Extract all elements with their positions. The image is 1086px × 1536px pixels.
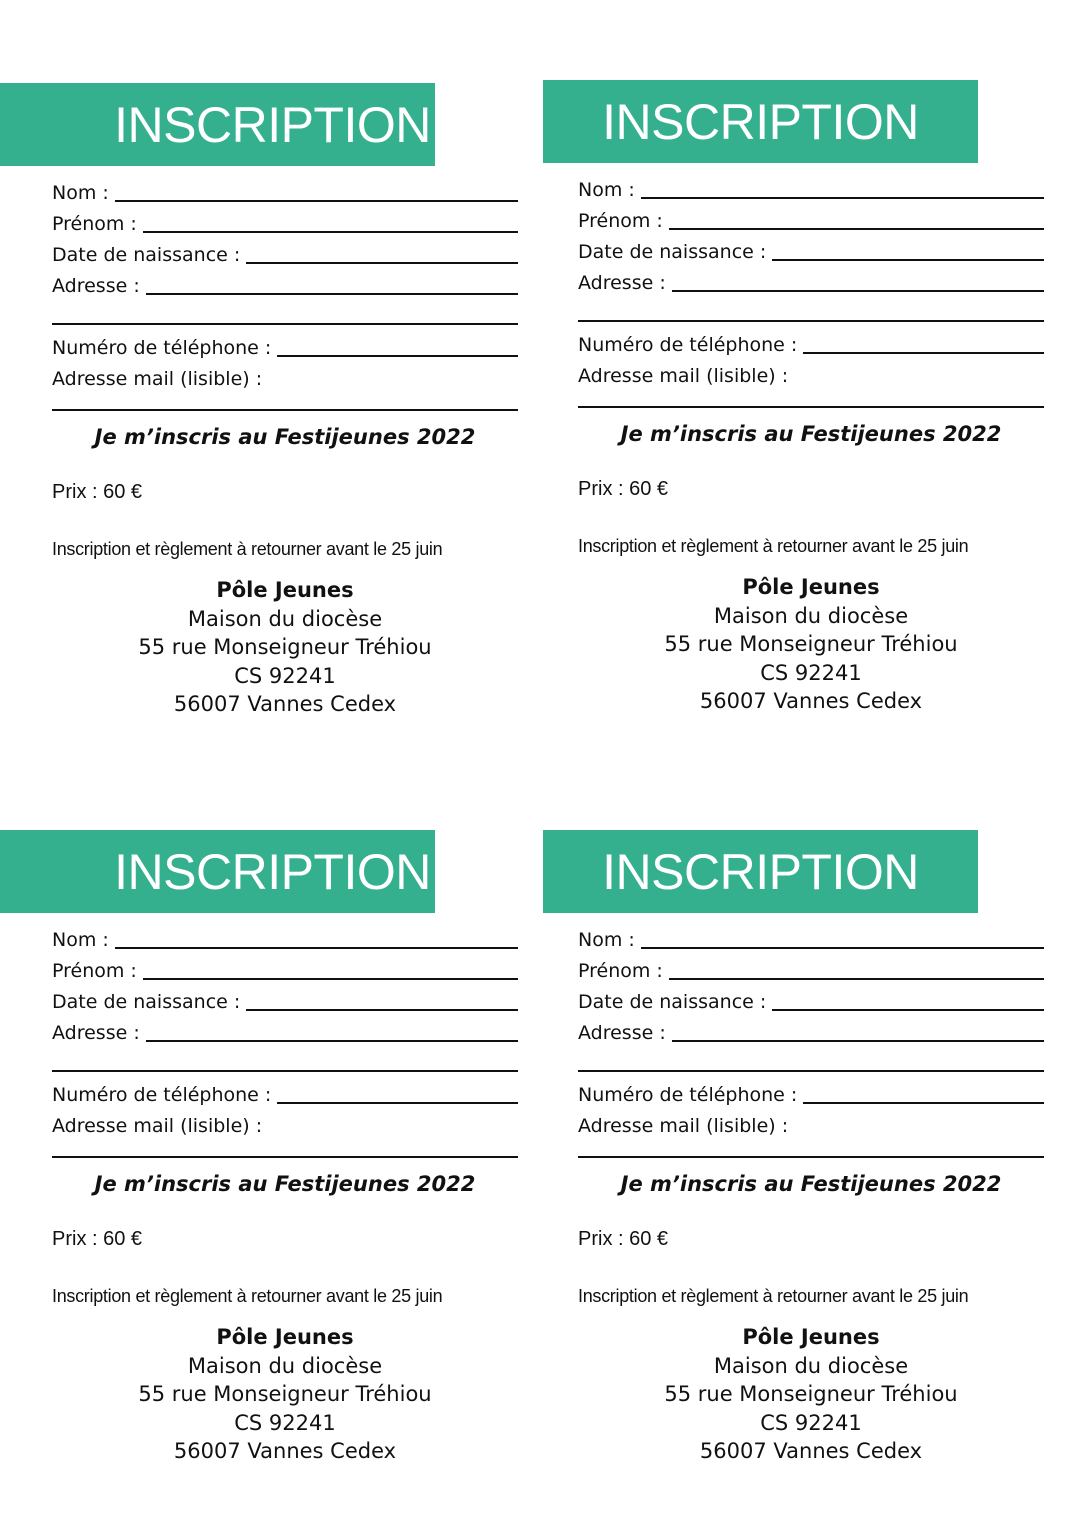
nom-input-line[interactable] [115, 947, 518, 949]
address-second-line[interactable] [52, 1070, 518, 1072]
birthdate-input-line[interactable] [772, 1009, 1044, 1011]
email-input-line[interactable] [52, 1156, 518, 1158]
price: Prix : 60 € [52, 1228, 143, 1250]
email-input-line[interactable] [52, 409, 518, 411]
address-line: 56007 Vannes Cedex [173, 1439, 397, 1463]
deadline-notice: Inscription et règlement à retourner avant le 25 juin [578, 1286, 969, 1306]
birthdate-input-line[interactable] [246, 1009, 518, 1011]
email-field[interactable]: Adresse mail (lisible) : [578, 365, 789, 387]
inscription-banner: INSCRIPTION [0, 830, 435, 913]
organization-name: Pôle Jeunes [216, 1325, 354, 1349]
prenom-field[interactable]: Prénom : [52, 211, 518, 235]
address-line: 55 rue Monseigneur Tréhiou [138, 1382, 432, 1406]
birthdate-input-line[interactable] [246, 262, 518, 264]
mailing-address [578, 573, 1044, 716]
address-line: 56007 Vannes Cedex [699, 689, 923, 713]
address-field[interactable]: Adresse : [578, 270, 1044, 294]
prenom-field[interactable]: Prénom : [578, 208, 1044, 232]
address-second-line[interactable] [578, 320, 1044, 322]
address-line: 55 rue Monseigneur Tréhiou [138, 635, 432, 659]
mailing-address [578, 1323, 1044, 1466]
address-line: 56007 Vannes Cedex [173, 692, 397, 716]
prenom-input-line[interactable] [143, 231, 518, 233]
form-title: Je m’inscris au Festijeunes 2022 [94, 425, 476, 449]
nom-input-line[interactable] [641, 197, 1044, 199]
birthdate-input-line[interactable] [772, 259, 1044, 261]
prenom-input-line[interactable] [669, 228, 1044, 230]
organization-name: Pôle Jeunes [216, 578, 354, 602]
email-field[interactable]: Adresse mail (lisible) : [578, 1115, 789, 1137]
address-line: Maison du diocèse [187, 1353, 383, 1378]
email-field[interactable]: Adresse mail (lisible) : [52, 368, 263, 390]
prenom-field[interactable]: Prénom : [578, 958, 1044, 982]
address-input-line[interactable] [672, 1040, 1044, 1042]
nom-input-line[interactable] [115, 200, 518, 202]
address-second-line[interactable] [578, 1070, 1044, 1072]
email-input-line[interactable] [578, 1156, 1044, 1158]
form-title: Je m’inscris au Festijeunes 2022 [94, 1172, 476, 1196]
inscription-banner: INSCRIPTION [543, 80, 978, 163]
form-title: Je m’inscris au Festijeunes 2022 [620, 422, 1002, 446]
phone-input-line[interactable] [277, 1102, 518, 1104]
prenom-input-line[interactable] [143, 978, 518, 980]
address-input-line[interactable] [146, 293, 518, 295]
price: Prix : 60 € [578, 1228, 669, 1250]
nom-input-line[interactable] [641, 947, 1044, 949]
mailing-address [52, 576, 518, 719]
registration-form [526, 80, 1051, 740]
address-line: CS 92241 [760, 1410, 862, 1435]
inscription-banner: INSCRIPTION [0, 83, 435, 166]
phone-input-line[interactable] [277, 355, 518, 357]
nom-field[interactable]: Nom : [578, 177, 1044, 201]
form-title: Je m’inscris au Festijeunes 2022 [620, 1172, 1002, 1196]
price: Prix : 60 € [52, 481, 143, 503]
organization-name: Pôle Jeunes [742, 575, 880, 599]
address-line: Maison du diocèse [713, 603, 909, 628]
phone-input-line[interactable] [803, 352, 1044, 354]
registration-form [526, 830, 1051, 1490]
address-field[interactable]: Adresse : [52, 1020, 518, 1044]
address-input-line[interactable] [146, 1040, 518, 1042]
address-line: CS 92241 [760, 660, 862, 685]
address-field[interactable]: Adresse : [52, 273, 518, 297]
birthdate-field[interactable]: Date de naissance : [578, 989, 1044, 1013]
birthdate-field[interactable]: Date de naissance : [52, 989, 518, 1013]
address-line: Maison du diocèse [713, 1353, 909, 1378]
registration-form [0, 830, 525, 1490]
address-line: Maison du diocèse [187, 606, 383, 631]
address-line: CS 92241 [234, 1410, 336, 1435]
phone-field[interactable]: Numéro de téléphone : [52, 335, 518, 359]
registration-form [0, 83, 525, 743]
deadline-notice: Inscription et règlement à retourner avant le 25 juin [578, 536, 969, 556]
organization-name: Pôle Jeunes [742, 1325, 880, 1349]
email-input-line[interactable] [578, 406, 1044, 408]
address-field[interactable]: Adresse : [578, 1020, 1044, 1044]
deadline-notice: Inscription et règlement à retourner avant le 25 juin [52, 1286, 443, 1306]
address-line: CS 92241 [234, 663, 336, 688]
phone-field[interactable]: Numéro de téléphone : [578, 1082, 1044, 1106]
email-field[interactable]: Adresse mail (lisible) : [52, 1115, 263, 1137]
address-line: 55 rue Monseigneur Tréhiou [664, 1382, 958, 1406]
address-line: 55 rue Monseigneur Tréhiou [664, 632, 958, 656]
price: Prix : 60 € [578, 478, 669, 500]
birthdate-field[interactable]: Date de naissance : [578, 239, 1044, 263]
address-input-line[interactable] [672, 290, 1044, 292]
nom-field[interactable]: Nom : [52, 180, 518, 204]
prenom-field[interactable]: Prénom : [52, 958, 518, 982]
phone-field[interactable]: Numéro de téléphone : [52, 1082, 518, 1106]
mailing-address [52, 1323, 518, 1466]
nom-field[interactable]: Nom : [52, 927, 518, 951]
phone-field[interactable]: Numéro de téléphone : [578, 332, 1044, 356]
prenom-input-line[interactable] [669, 978, 1044, 980]
nom-field[interactable]: Nom : [578, 927, 1044, 951]
phone-input-line[interactable] [803, 1102, 1044, 1104]
address-second-line[interactable] [52, 323, 518, 325]
deadline-notice: Inscription et règlement à retourner avant le 25 juin [52, 539, 443, 559]
address-line: 56007 Vannes Cedex [699, 1439, 923, 1463]
inscription-banner: INSCRIPTION [543, 830, 978, 913]
birthdate-field[interactable]: Date de naissance : [52, 242, 518, 266]
